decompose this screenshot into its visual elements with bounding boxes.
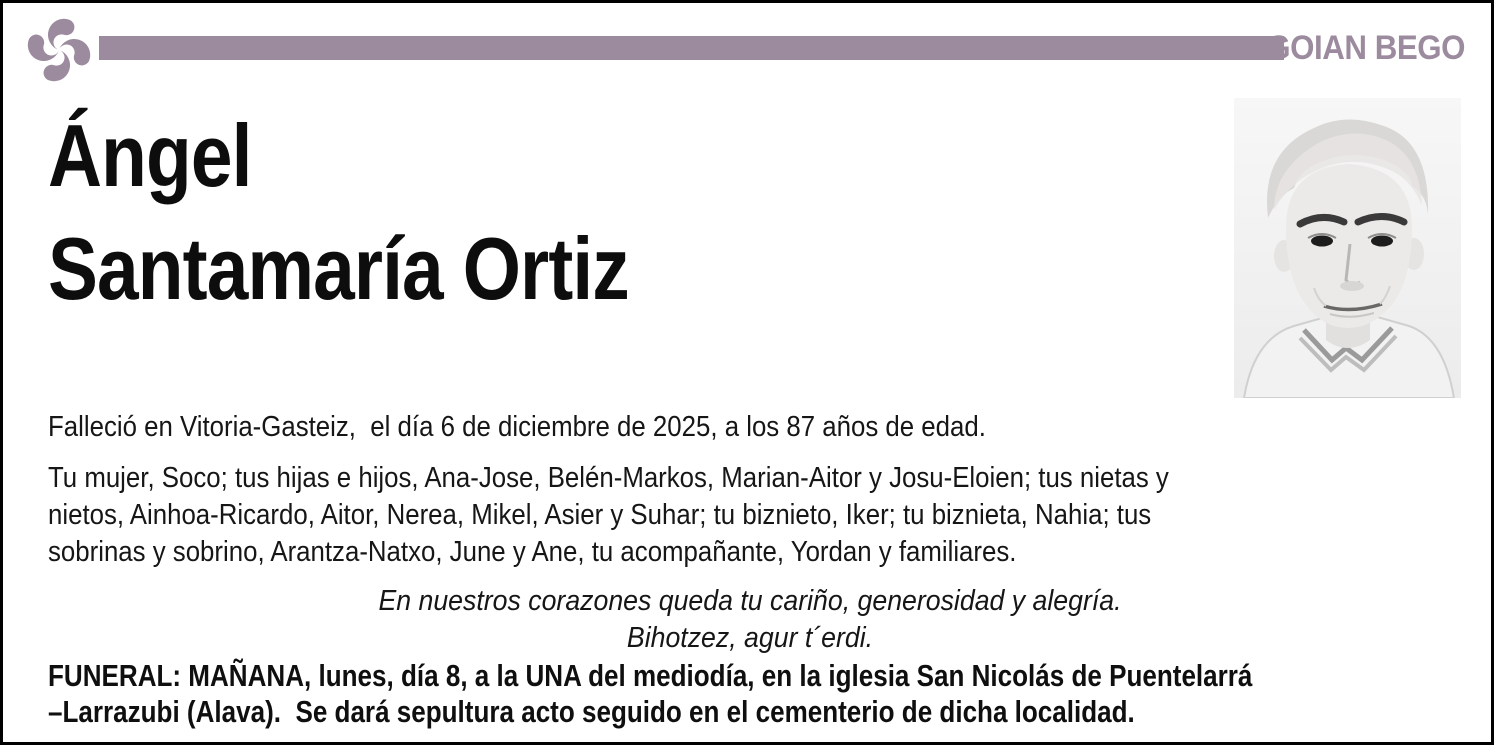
deceased-name-title <box>48 99 629 325</box>
death-announcement-line: Falleció en Vitoria-Gasteiz, el día 6 de diciembre de 2025, a los 87 años de edad. <box>48 411 986 443</box>
memorial-phrase: GOIAN BEGO <box>1266 29 1465 67</box>
funeral-line-2: –Larrazubi (Alava). Se dará sepultura acto seguido en el cementerio de dicha localidad. <box>48 694 1135 729</box>
tribute-block <box>63 583 1437 657</box>
family-line-3: sobrinas y sobrino, Arantza-Natxo, June y Ane, tu acompañante, Yordan y familiares. <box>48 536 1017 568</box>
funeral-info-block <box>48 658 1252 730</box>
funeral-line-1: FUNERAL: MAÑANA, lunes, día 8, a la UNA del mediodía, en la iglesia San Nicolás de Puentelarrá <box>48 658 1253 693</box>
family-line-1: Tu mujer, Soco; tus hijas e hijos, Ana-Jose, Belén-Markos, Marian-Aitor y Josu-Eloien; tus nietas y <box>48 462 1169 494</box>
lauburu-icon <box>19 10 99 90</box>
family-paragraph <box>48 460 1169 571</box>
deceased-name-line-2: Santamaría Ortiz <box>48 219 629 318</box>
deceased-name-line-1: Ángel <box>48 106 252 205</box>
header-rule-bar <box>99 36 1284 60</box>
body-text-block <box>48 409 1169 571</box>
deceased-portrait <box>1234 98 1461 398</box>
tribute-line-2: Bihotzez, agur t´erdi. <box>626 622 874 654</box>
tribute-line-1: En nuestros corazones queda tu cariño, generosidad y alegría. <box>378 585 1122 617</box>
family-line-2: nietos, Ainhoa-Ricardo, Aitor, Nerea, Mikel, Asier y Suhar; tu biznieto, Iker; tu biznieta, Nahia; tus <box>48 499 1152 531</box>
